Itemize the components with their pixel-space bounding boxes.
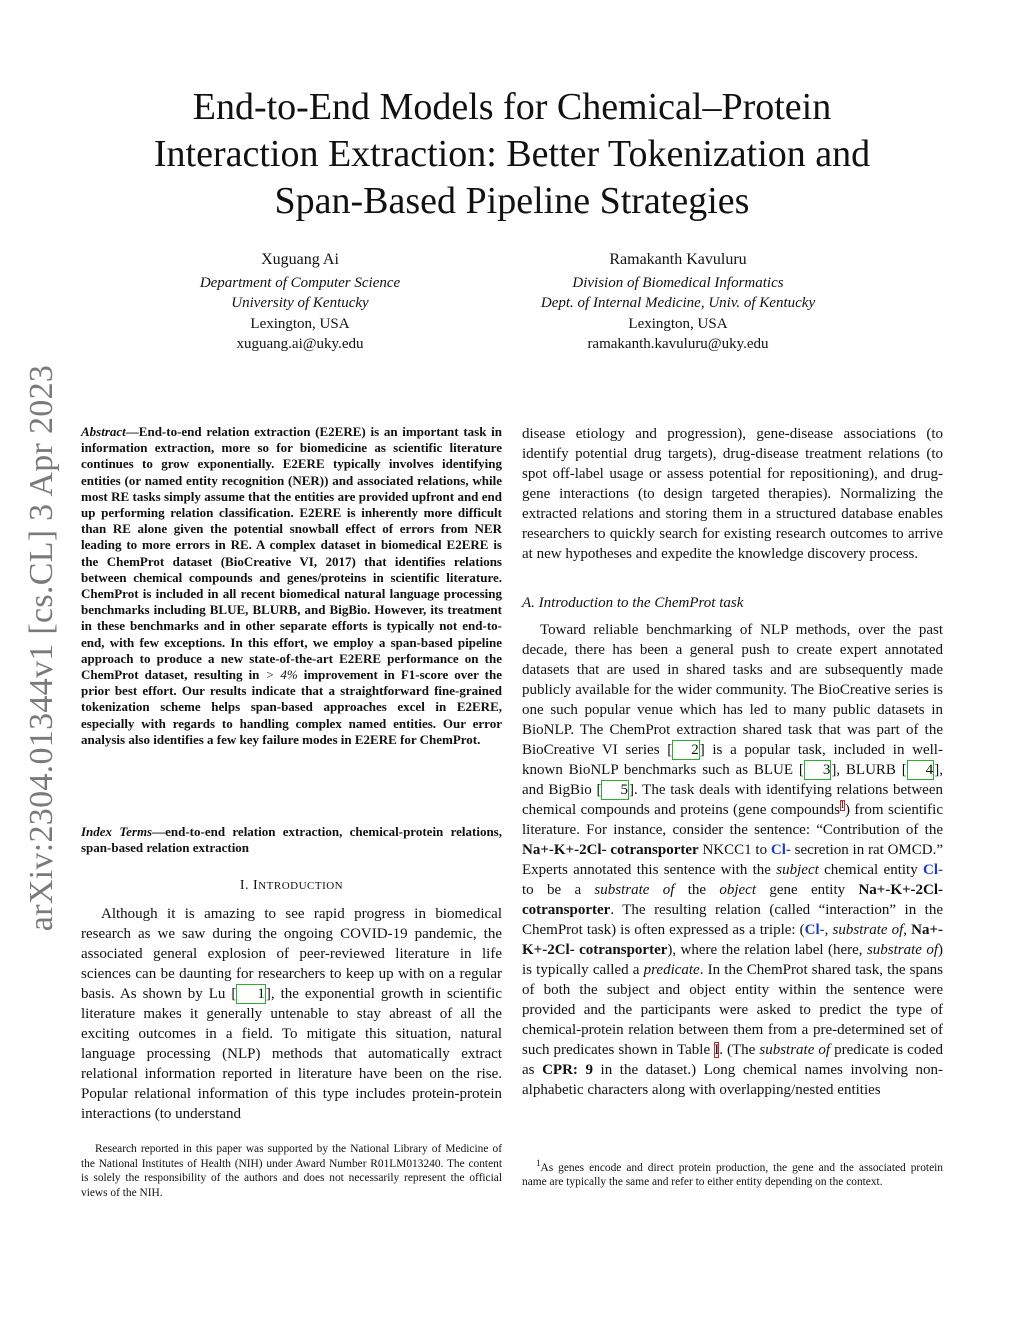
paragraph-text: the	[687, 882, 707, 898]
relation-label: substrate of	[759, 1042, 831, 1058]
author-email[interactable]: xuguang.ai@uky.edu	[236, 336, 364, 352]
section-title-initial: I	[253, 878, 259, 893]
abstract	[81, 424, 502, 748]
paragraph-text: . The task deals with identifying relations between chemical compounds and proteins (gene compounds	[522, 782, 943, 818]
paragraph-text: in the dataset.) Long chemical names involving non-alphabetic characters along with overlapping/nested entities	[522, 1062, 944, 1098]
author-affiliation: Division of Biomedical Informatics	[572, 274, 784, 291]
citation-link-1[interactable]: 1	[236, 984, 266, 1004]
protein-entity: Na+-K+-2Cl- cotransporter	[522, 842, 699, 858]
paragraph-text: , the exponential growth in scientific literature makes it generally untenable to stay abreast of all the exciting outcomes in a field. To mitigate this situation, natural language processing (NLP) methods that automatically extract relational information reported in literature have been on the rise. Popular relational information of this type includes protein-protein interactions (to understand	[81, 986, 502, 1122]
predicate-word: predicate	[643, 962, 700, 978]
relation-label: substrate of	[832, 922, 904, 938]
citation-link-2[interactable]: 2	[672, 740, 700, 760]
subject-word: subject	[776, 862, 819, 878]
paragraph-text: ,	[824, 922, 829, 938]
paragraph-text: Although it is amazing to see rapid progress in biomedical research as we saw during the ongoing COVID-19 pandemic, the associated general explosion of peer-reviewed literature in life sciences can be daunting for researchers to keep up with on a regular basis. As shown by Lu	[81, 906, 502, 1002]
arxiv-identifier-stamp	[14, 365, 70, 930]
author-name: Ramakanth Kavuluru	[609, 251, 747, 268]
protein-entity: Na+-K+-2Cl- cotransporter	[522, 922, 943, 958]
table-link-1[interactable]: I	[714, 1042, 720, 1058]
index-terms-text: end-to-end relation extraction, chemical-protein relations, span-based relation extraction	[81, 824, 502, 856]
protein-entity: Na+-K+-2Cl- cotransporter	[522, 882, 944, 918]
paragraph-text: Toward reliable benchmarking of NLP methods, over the past decade, there has been a general push to create expert annotated datasets that are used in shared tasks and are subsequently made publicly available for the wider community. The BioCreative series is one such popular venue which has led to many public datasets in BioNLP. The ChemProt extraction shared task that was part of the BioCreative VI series	[522, 622, 943, 758]
citation-link-3[interactable]: 3	[804, 760, 832, 780]
subsection-heading-chemprot: A. Introduction to the ChemProt task	[522, 595, 744, 611]
paragraph-text: . In the ChemProt shared task, the spans of both the subject and object entity within the sentence were provided and the participants were asked to predict the type of chemical-protein relation between them from a pre-determined set of such predicates shown in Table	[522, 962, 943, 1058]
paragraph-text: gene entity	[769, 882, 846, 898]
paragraph-text: ) is typically called a	[522, 942, 943, 978]
author-name: Xuguang Ai	[261, 251, 339, 268]
paragraph-text: , BLURB	[836, 762, 896, 778]
index-terms	[81, 824, 502, 856]
paragraph-text: is a popular task, included in well-known BioNLP benchmarks such as BLUE	[522, 742, 943, 778]
author-block-1	[170, 250, 430, 355]
paragraph-text: ,	[903, 922, 908, 938]
paper-title	[90, 84, 934, 225]
paragraph-text: NKCC1 to	[702, 842, 768, 858]
section-heading-introduction	[81, 878, 502, 894]
footnote-1	[522, 1156, 943, 1190]
index-terms-label: Index Terms	[81, 824, 153, 839]
paragraph-text: ) from scientific literature. For instance, consider the sentence: “Contribution of the	[522, 802, 943, 838]
section-title-rest: NTRODUCTION	[258, 880, 344, 892]
footnote-mark: 1	[536, 1158, 541, 1168]
cpr-code: CPR: 9	[542, 1062, 593, 1078]
right-column-paragraph: disease etiology and progression), gene-disease associations (to identify potential drug targets), drug-disease treatment relations (to spot off-label usage or assess potential for repositioning), and drug-gene interactions (to design targeted therapies). Normalizing the extracted relations and storing them in a structured database enables researchers to quickly search for existing research outcomes to arrive at new hypotheses and expedite the knowledge discovery process.	[522, 426, 943, 562]
chemical-entity: Cl-	[804, 922, 825, 938]
paragraph-text: . (The	[719, 1042, 756, 1058]
relation-label: substrate of	[594, 882, 675, 898]
footnote-text: As genes encode and direct protein production, the gene and the associated protein name are typically the same and refer to either entity depending on the context.	[522, 1161, 943, 1189]
abstract-math: > 4%	[265, 667, 298, 683]
paragraph-text: , and BigBio	[522, 762, 944, 798]
abstract-label: Abstract	[81, 424, 126, 439]
chemical-entity: Cl-	[923, 862, 944, 878]
paragraph-text: predicate is coded as	[522, 1042, 943, 1078]
citation-link-5[interactable]: 5	[601, 780, 629, 800]
abstract-dash: —	[125, 424, 139, 439]
author-block-2	[498, 250, 858, 355]
footnote-link-1[interactable]: 1	[839, 800, 845, 811]
abstract-text: improvement in F1-score over the prior best effort. Our results indicate that a straightforward fine-grained tokenization scheme helps span-based approaches excel in E2ERE, especially with regards to handling complex named entities. Our error analysis also identifies a few key failure modes in E2ERE for ChemProt.	[81, 667, 503, 747]
paragraph-text: ), where the relation label (here,	[667, 942, 863, 958]
paragraph-text: chemical entity	[824, 862, 918, 878]
title-line: Span-Based Pipeline Strategies	[274, 180, 750, 222]
author-location: Lexington, USA	[628, 315, 728, 332]
citation-link-4[interactable]: 4	[907, 760, 935, 780]
chemprot-paragraph: Toward reliable benchmarking of NLP methods, over the past decade, there has been a general push to create expert annotated datasets that are used in shared tasks and are subsequently made publicly available for the wider community. The BioCreative series is one such popular venue which has led to many public datasets in BioNLP. The ChemProt extraction shared task that was part of the BioCreative VI series [ 2] is a popular task, included in well-known BioNLP benchmarks such as BLUE [ 3], BLURB [ 4], and BigBio [ 5]. The task deals with identifying relations between chemical compounds and proteins (gene compounds$^1$) from scientific literature. For instance, consider the sentence: “Contribution of the Na+-K+-2Cl- cotransporter NKCC1 to Cl- secretion in rat OMCD.” Experts annotated this sentence with the subject chemical entity Cl- to be a substrate of the object gene entity Na+-K+-2Cl- cotransporter. The resulting relation (called “interaction” in the ChemProt task) is often expressed as a triple: (Cl-, substrate of, Na+-K+-2Cl- cotransporter), where the relation label (here, substrate of) is typically called a predicate. In the ChemProt shared task, the spans of both the subject and object entity within the sentence were provided and the participants were asked to predict the type of chemical-protein relation between them from a pre-determined set of such predicates shown in Table I. (The substrate of predicate is coded as CPR: 9 in the dataset.) Long chemical names involving non-alphabetic characters along with overlapping/nested entities	[522, 622, 944, 1098]
chemical-entity: Cl-	[770, 842, 791, 858]
relation-label: substrate of	[866, 942, 938, 958]
arxiv-identifier-text: arXiv:2304.01344v1 [cs.CL] 3 Apr 2023	[23, 364, 60, 931]
author-location: Lexington, USA	[250, 315, 350, 332]
section-number: I.	[239, 878, 250, 893]
author-email[interactable]: ramakanth.kavuluru@uky.edu	[587, 336, 769, 352]
intro-paragraph: Although it is amazing to see rapid progress in biomedical research as we saw during the ongoing COVID-19 pandemic, the associated general explosion of peer-reviewed literature in life sciences can be daunting for researchers to keep up with on a regular basis. As shown by Lu [ 1], the exponential growth in scientific literature makes it generally untenable to stay abreast of all the exciting outcomes in a field. To mitigate this situation, natural language processing (NLP) methods that automatically extract relational information reported in literature have been on the rise. Popular relational information of this type includes protein-protein interactions (to understand	[81, 906, 502, 1122]
funding-footnote: Research reported in this paper was supported by the National Library of Medicine of the National Institutes of Health (NIH) under Award Number R01LM013240. The content is solely the responsibility of the authors and does not necessarily represent the official views of the NIH.	[81, 1143, 502, 1199]
author-affiliation: University of Kentucky	[231, 295, 369, 311]
paragraph-text: secretion in rat OMCD.” Experts annotated this sentence with the	[522, 842, 944, 878]
object-word: object	[719, 882, 757, 898]
title-line: Interaction Extraction: Better Tokenization and	[153, 133, 871, 175]
paragraph-text: . The resulting relation (called “interaction” in the ChemProt task) is often expressed as a triple: (	[522, 902, 943, 938]
title-line: End-to-End Models for Chemical–Protein	[192, 86, 832, 128]
abstract-text: End-to-end relation extraction (E2ERE) is an important task in information extraction, more so for biomedicine as scientific literature continues to grow exponentially. E2ERE typically involves identifying entities (or named entity recognition (NER)) and associated relations, while most RE tasks simply assume that the entities are provided upfront and end up performing relation classification. E2ERE is inherently more difficult than RE alone given the potential snowball effect of errors from NER leading to more errors in RE. A complex dataset in biomedical E2ERE is the ChemProt dataset (BioCreative VI, 2017) that identifies relations between chemical compounds and genes/proteins in scientific literature. ChemProt is included in all recent biomedical natural language processing benchmarks including BLUE, BLURB, and BigBio. However, its treatment in these benchmarks and in other separate efforts is typically not end-to-end, with few exceptions. In this effort, we employ a span-based pipeline approach to produce a new state-of-the-art E2ERE performance on the ChemProt dataset, resulting in	[81, 424, 502, 683]
paragraph-text: to be a	[522, 882, 582, 898]
index-terms-dash: —	[152, 824, 166, 839]
author-affiliation: Department of Computer Science	[199, 274, 401, 291]
author-affiliation: Dept. of Internal Medicine, Univ. of Kentucky	[540, 295, 816, 311]
